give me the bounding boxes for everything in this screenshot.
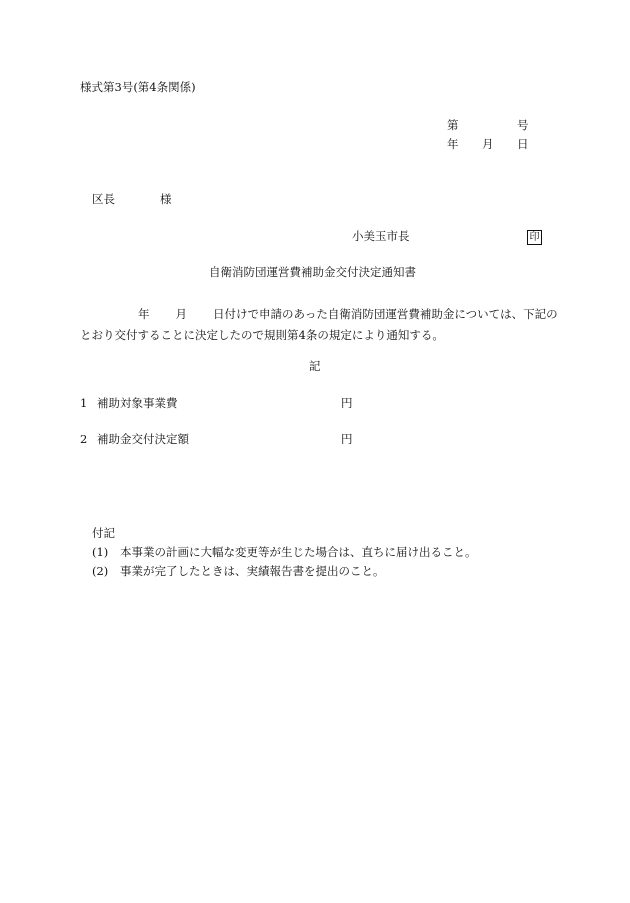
date-day: 日: [517, 137, 529, 151]
body-line-2: とおり交付することに決定したので規則第4条の規定により通知する。: [80, 328, 444, 342]
date-month: 月: [482, 137, 494, 151]
reference-go: 号: [517, 118, 529, 132]
item-2-label: 補助金交付決定額: [97, 432, 189, 446]
reference-dai: 第: [447, 118, 459, 132]
body-month: 月: [175, 307, 187, 321]
addressee-title: 区長: [92, 192, 115, 206]
item-2-number: 2: [80, 432, 88, 446]
body-line-1-rest: 日付けで申請のあった自衛消防団運営費補助金については、下記の: [213, 307, 558, 321]
body-line-1: [80, 304, 556, 325]
note-1-number: (1): [92, 545, 109, 559]
notes-heading: 付記: [92, 526, 115, 540]
note-2-text: 事業が完了したときは、実績報告書を提出のこと。: [120, 564, 385, 578]
issuer-name: 小美玉市長: [352, 229, 410, 243]
form-number: 様式第3号(第4条関係): [80, 80, 196, 94]
ki-heading: 記: [309, 359, 321, 373]
item-1-number: 1: [80, 396, 88, 410]
item-2-unit: 円: [341, 432, 353, 446]
document-title: 自衛消防団運営費補助金交付決定通知書: [209, 265, 416, 279]
body-paragraph: [80, 304, 556, 346]
item-1-label: 補助対象事業費: [97, 396, 178, 410]
seal-mark: 印: [527, 230, 542, 245]
addressee-honorific: 様: [160, 192, 172, 206]
note-1-text: 本事業の計画に大幅な変更等が生じた場合は、直ちに届け出ること。: [120, 545, 477, 559]
note-2-number: (2): [92, 564, 109, 578]
date-year: 年: [447, 137, 459, 151]
body-year: 年: [138, 307, 150, 321]
item-1-unit: 円: [341, 396, 353, 410]
